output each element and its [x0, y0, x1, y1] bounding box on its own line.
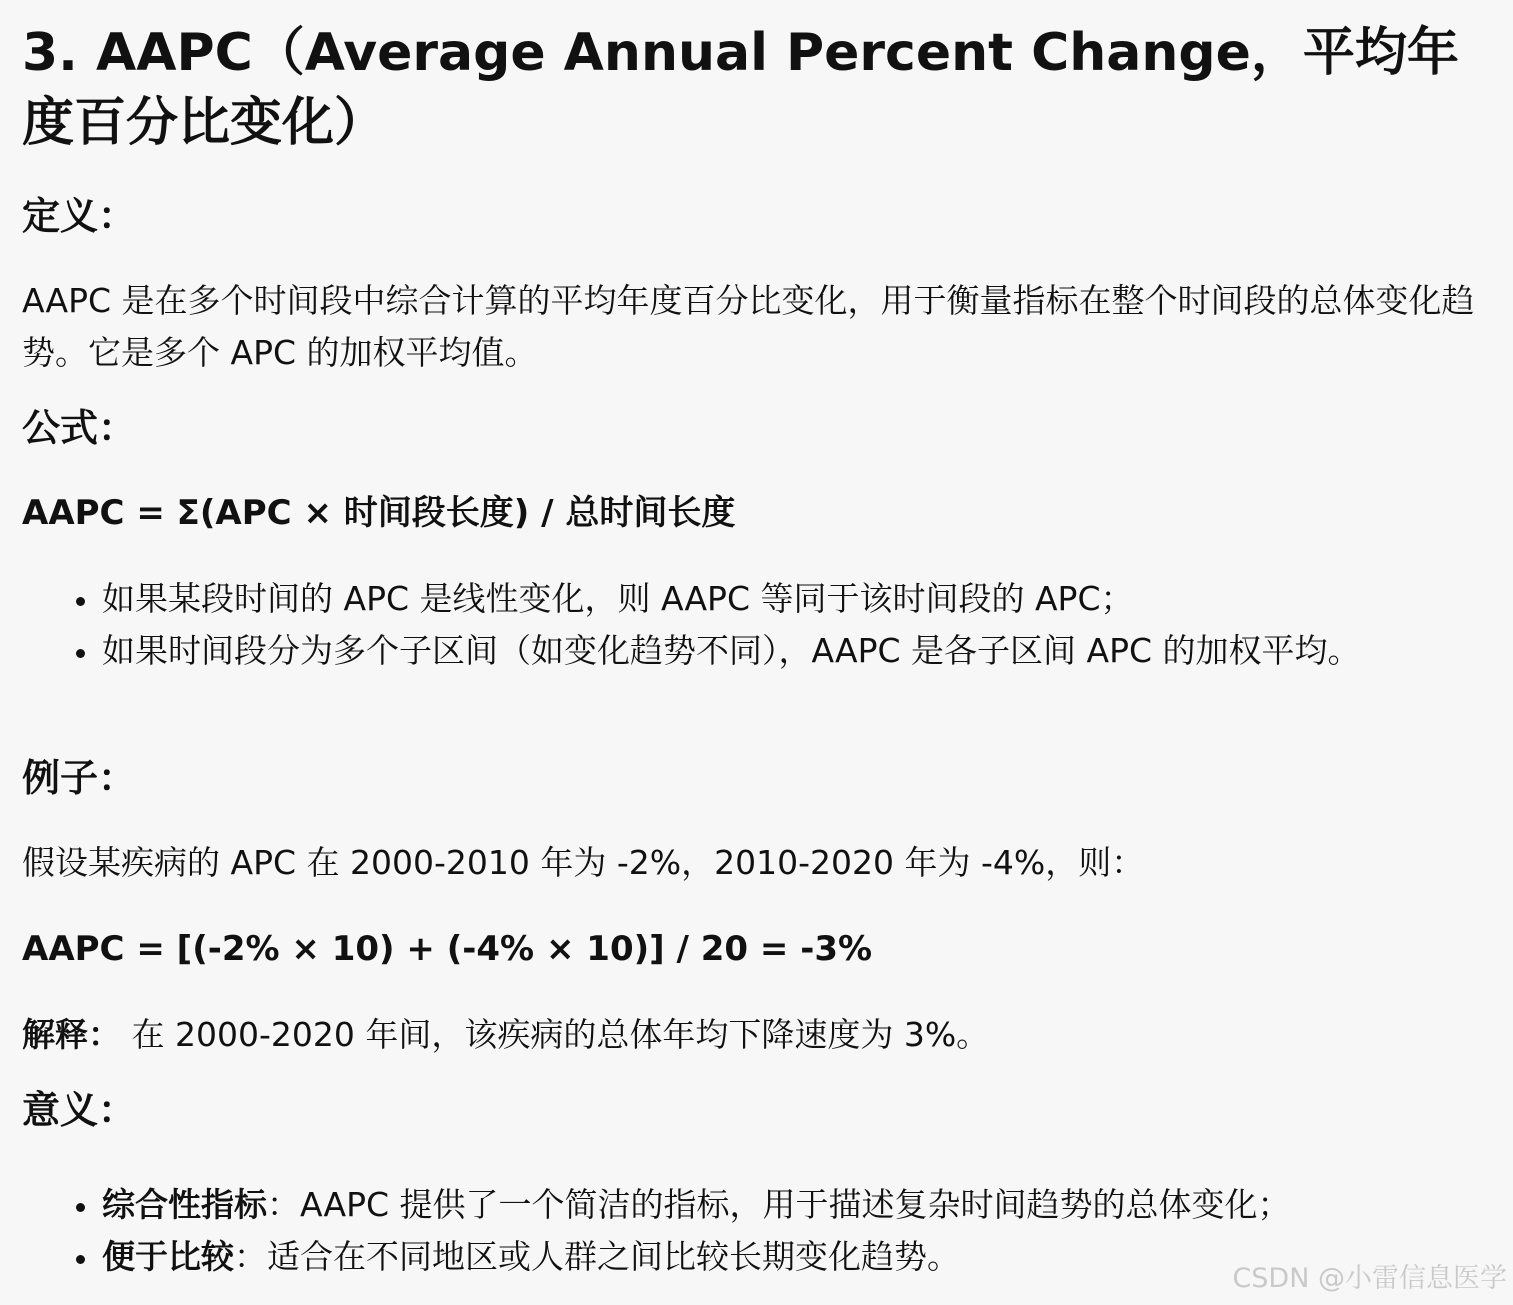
formula-heading: 公式：	[22, 406, 137, 450]
list-item: • 如果时间段分为多个子区间（如变化趋势不同），AAPC 是各子区间 APC 的加权平均。	[100, 625, 1492, 677]
explanation-text: 在 2000-2020 年间，该疾病的总体年均下降速度为 3%。	[121, 1015, 990, 1054]
example-text: 假设某疾病的 APC 在 2000-2010 年为 -2%，2010-2020 年为 -4%，则：	[22, 843, 1145, 882]
definition-heading: 定义：	[22, 194, 137, 238]
page-title: 3. AAPC（Average Annual Percent Change，平均年度百分比变化）	[22, 23, 1459, 153]
formula-bullet-list	[22, 573, 1492, 677]
example-calculation: AAPC = [(-2% × 10) + (-4% × 10)] / 20 = -3%	[22, 929, 873, 969]
item-label: 综合性指标	[102, 1185, 267, 1224]
watermark: CSDN @小雷信息医学	[1232, 1263, 1507, 1294]
formula-expression: AAPC = Σ(APC × 时间段长度) / 总时间长度	[22, 493, 736, 533]
significance-heading: 意义：	[22, 1088, 137, 1132]
item-text: ：适合在不同地区或人群之间比较长期变化趋势。	[234, 1237, 960, 1276]
item-text: ：AAPC 提供了一个简洁的指标，用于描述复杂时间趋势的总体变化；	[267, 1185, 1291, 1224]
item-label: 便于比较	[102, 1237, 234, 1276]
article-body	[22, 18, 1492, 1283]
explanation-label: 解释：	[22, 1015, 121, 1054]
example-heading: 例子：	[22, 756, 137, 800]
list-item: • 如果某段时间的 APC 是线性变化，则 AAPC 等同于该时间段的 APC；	[100, 573, 1492, 625]
definition-text: AAPC 是在多个时间段中综合计算的平均年度百分比变化，用于衡量指标在整个时间段的总体变化趋势。它是多个 APC 的加权平均值。	[22, 281, 1475, 372]
list-item	[100, 1179, 1492, 1231]
example-explanation	[22, 1009, 1492, 1061]
